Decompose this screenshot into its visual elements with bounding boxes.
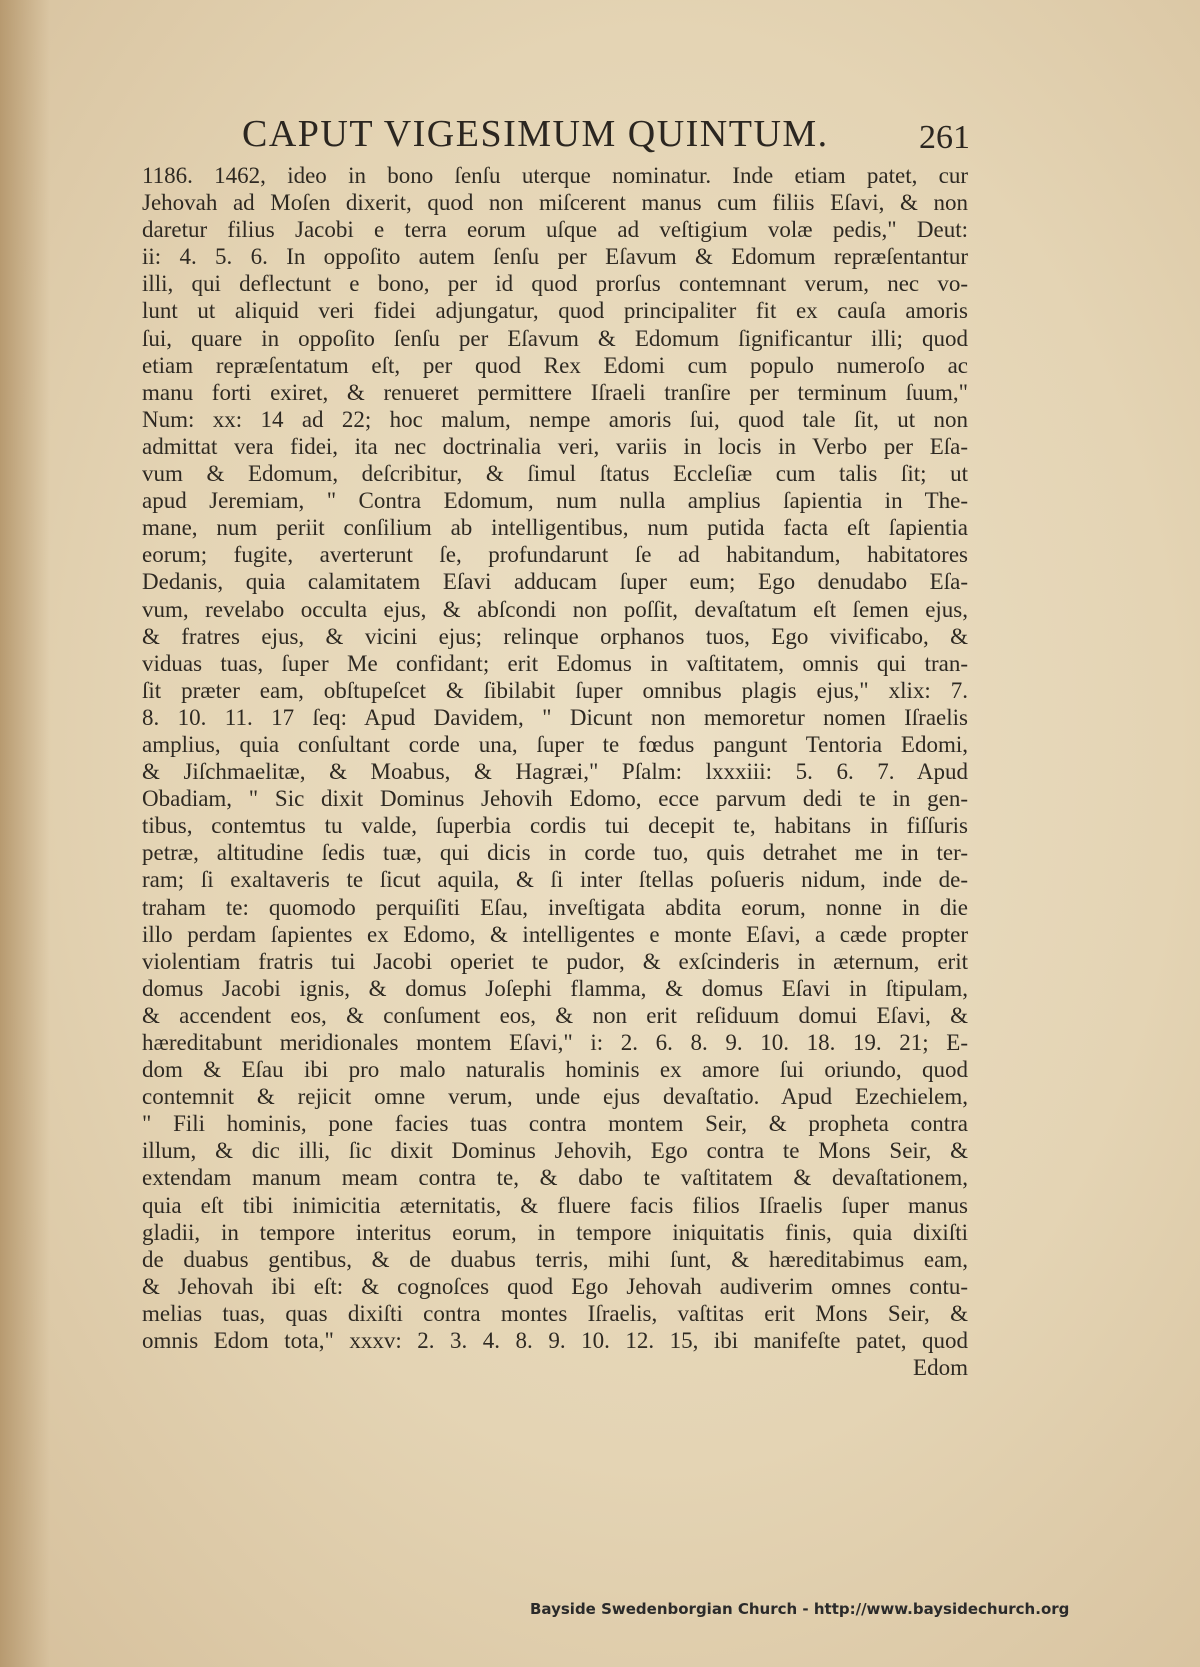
- text-line: Jehovah ad Moſen dixerit, quod non miſcerent manus cum filiis Eſavi, & non: [142, 190, 968, 216]
- text-line: 1186. 1462, ideo in bono ſenſu uterque nominatur. Inde etiam patet, cur: [142, 163, 968, 188]
- footer-credit: Bayside Swedenborgian Church - http://www.baysidechurch.org: [530, 1600, 1070, 1618]
- body-text: [142, 162, 968, 1381]
- text-line: ii: 4. 5. 6. In oppoſito autem ſenſu per Eſavum & Edomum repræſentantur: [142, 244, 968, 270]
- text-line: manu forti exiret, & renueret permittere Iſraeli tranſire per terminum ſuum,": [142, 379, 968, 405]
- text-line: mane, num periit conſilium ab intelligentibus, num putida facta eſt ſapientia: [142, 515, 968, 541]
- text-line: vum, revelabo occulta ejus, & abſcondi non poſſit, devaſtatum eſt ſemen ejus,: [142, 596, 968, 622]
- text-line: Edom: [913, 1355, 968, 1381]
- page-number: 261: [919, 119, 970, 156]
- text-line: contemnit & rejicit omne verum, unde ejus devaſtatio. Apud Ezechielem,: [142, 1084, 968, 1110]
- text-line: gladii, in tempore interitus eorum, in tempore iniquitatis finis, quia dixiſti: [142, 1219, 968, 1245]
- text-line: etiam repræſentatum eſt, per quod Rex Edomi cum populo numeroſo ac: [142, 352, 968, 378]
- text-line: & fratres ejus, & vicini ejus; relinque orphanos tuos, Ego vivificabo, &: [142, 623, 968, 649]
- text-line: illum, & dic illi, ſic dixit Dominus Jehovih, Ego contra te Mons Seir, &: [142, 1138, 968, 1164]
- text-line: dom & Eſau ibi pro malo naturalis hominis ex amore ſui oriundo, quod: [142, 1057, 968, 1083]
- text-line: Obadiam, " Sic dixit Dominus Jehovih Edomo, ecce parvum dedi te in gen-: [142, 786, 968, 812]
- text-line: ſui, quare in oppoſito ſenſu per Eſavum & Edomum ſignificantur illi; quod: [142, 325, 968, 351]
- text-line: tibus, contemtus tu valde, ſuperbia cordis tui decepit te, habitans in fiſſuris: [142, 813, 968, 839]
- text-line: viduas tuas, ſuper Me confidant; erit Edomus in vaſtitatem, omnis qui tran-: [142, 650, 968, 676]
- text-line: 8. 10. 11. 17 ſeq: Apud Davidem, " Dicunt non memoretur nomen Iſraelis: [142, 704, 968, 730]
- text-line: violentiam fratris tui Jacobi operiet te pudor, & exſcinderis in æternum, erit: [142, 948, 968, 974]
- text-line: Num: xx: 14 ad 22; hoc malum, nempe amoris ſui, quod tale ſit, ut non: [142, 406, 968, 432]
- text-line: extendam manum meam contra te, & dabo te vaſtitatem & devaſtationem,: [142, 1165, 968, 1191]
- text-line: admittat vera fidei, ita nec doctrinalia veri, variis in locis in Verbo per Eſa-: [142, 433, 968, 459]
- text-line: lunt ut aliquid veri fidei adjungatur, quod principaliter fit ex cauſa amoris: [142, 298, 968, 324]
- text-line: eorum; fugite, averterunt ſe, profundarunt ſe ad habitandum, habitatores: [142, 542, 968, 568]
- text-line: vum & Edomum, deſcribitur, & ſimul ſtatus Eccleſiæ cum talis ſit; ut: [142, 461, 968, 487]
- text-line: & Jiſchmaelitæ, & Moabus, & Hagræi," Pſalm: lxxxiii: 5. 6. 7. Apud: [142, 759, 968, 785]
- text-line: quia eſt tibi inimicitia æternitatis, & fluere facis filios Iſraelis ſuper manus: [142, 1192, 968, 1218]
- text-line: ſit præter eam, obſtupeſcet & ſibilabit ſuper omnibus plagis ejus," xlix: 7.: [142, 677, 968, 703]
- text-line: ram; ſi exaltaveris te ſicut aquila, & ſi inter ſtellas poſueris nidum, inde de-: [142, 867, 968, 893]
- running-head: [140, 106, 970, 162]
- text-line: hæreditabunt meridionales montem Eſavi," i: 2. 6. 8. 9. 10. 18. 19. 21; E-: [142, 1030, 968, 1055]
- text-line: " Fili hominis, pone facies tuas contra montem Seir, & propheta contra: [142, 1111, 968, 1137]
- text-line: apud Jeremiam, " Contra Edomum, num nulla amplius ſapientia in The-: [142, 488, 968, 514]
- text-line: illo perdam ſapientes ex Edomo, & intelligentes e monte Eſavi, a cæde propter: [142, 921, 968, 947]
- text-line: illi, qui deflectunt e bono, per id quod prorſus contemnant verum, nec vo-: [142, 271, 968, 297]
- text-line: petræ, altitudine ſedis tuæ, qui dicis in corde tuo, quis detrahet me in ter-: [142, 840, 968, 866]
- text-line: omnis Edom tota," xxxv: 2. 3. 4. 8. 9. 10. 12. 15, ibi manifeſte patet, quod: [142, 1328, 968, 1354]
- text-line: & Jehovah ibi eſt: & cognoſces quod Ego Jehovah audiverim omnes contu-: [142, 1273, 968, 1299]
- chapter-title: CAPUT VIGESIMUM QUINTUM.: [242, 113, 829, 155]
- text-line: traham te: quomodo perquiſiti Eſau, inveſtigata abdita eorum, nonne in die: [142, 894, 968, 920]
- text-line: & accendent eos, & conſument eos, & non erit reſiduum domui Eſavi, &: [142, 1002, 968, 1028]
- text-line: domus Jacobi ignis, & domus Joſephi flamma, & domus Eſavi in ſtipulam,: [142, 975, 968, 1001]
- text-line: melias tuas, quas dixiſti contra montes Iſraelis, vaſtitas erit Mons Seir, &: [142, 1300, 968, 1326]
- text-line: amplius, quia conſultant corde una, ſuper te fœdus pangunt Tentoria Edomi,: [142, 731, 968, 757]
- text-line: daretur filius Jacobi e terra eorum uſque ad veſtigium volæ pedis," Deut:: [142, 217, 968, 243]
- text-line: Dedanis, quia calamitatem Eſavi adducam ſuper eum; Ego denudabo Eſa-: [142, 569, 968, 595]
- text-line: de duabus gentibus, & de duabus terris, mihi ſunt, & hæreditabimus eam,: [142, 1246, 968, 1272]
